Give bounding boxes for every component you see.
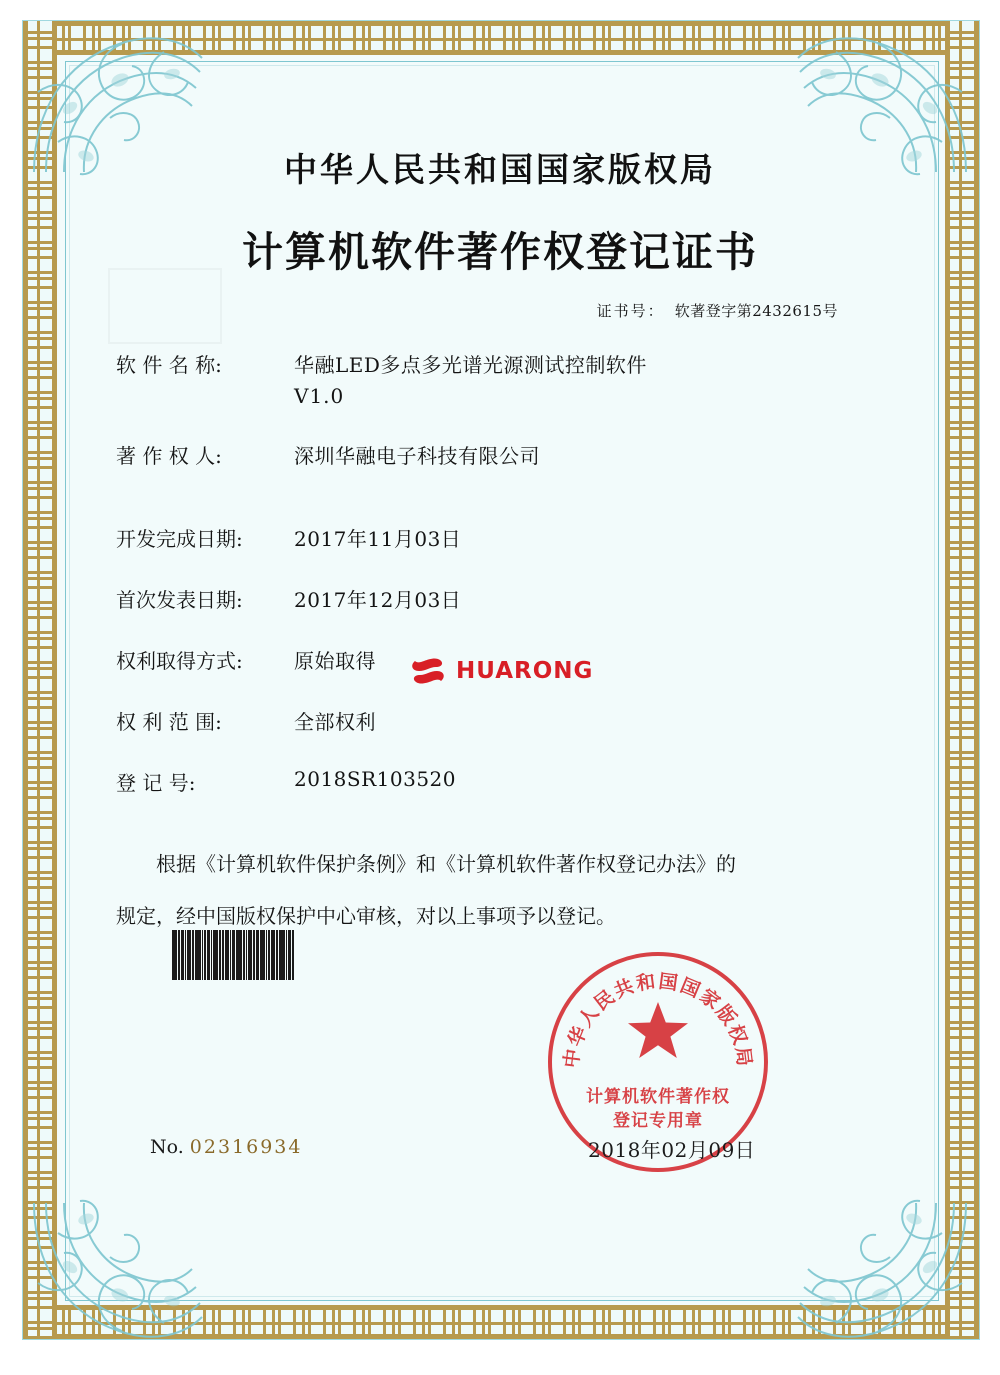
field-label: 著 作 权 人: (116, 444, 222, 468)
huarong-mark-icon (408, 654, 448, 688)
serial-number (150, 1136, 303, 1158)
legal-statement (60, 838, 940, 942)
field-label: 开发完成日期: (116, 527, 243, 551)
field-rights-scope (116, 706, 940, 735)
serial-value: 02316934 (189, 1136, 303, 1158)
statement-text: 根据《计算机软件保护条例》和《计算机软件著作权登记办法》的 (156, 852, 736, 876)
spacer (116, 471, 940, 523)
field-copyright-owner (116, 440, 940, 469)
field-label: 权 利 范 围: (116, 710, 222, 734)
field-value (294, 349, 940, 408)
field-list (60, 349, 940, 796)
issue-date: 2018年02月09日 (588, 1138, 756, 1162)
issuer-title: 中华人民共和国国家版权局 (284, 150, 716, 189)
field-first-publish-date (116, 584, 940, 613)
field-label: 登 记 号: (116, 771, 196, 795)
field-value: 全部权利 (294, 710, 376, 734)
field-value: 深圳华融电子科技有限公司 (294, 444, 540, 468)
certificate-number-label: 证书号： (596, 302, 665, 320)
svg-text:中华人民共和国国家版权局: 中华人民共和国国家版权局 (560, 970, 756, 1070)
field-software-name (116, 349, 940, 408)
field-value: 2018SR103520 (294, 767, 457, 791)
huarong-logo (408, 654, 593, 688)
border-band-left (23, 21, 57, 1339)
software-version-value: V1.0 (294, 384, 345, 408)
field-development-date (116, 523, 940, 552)
certificate-number-value: 软著登字第2432615号 (674, 302, 838, 320)
page-title: 计算机软件著作权登记证书 (242, 228, 758, 276)
seal-line-2: 登记专用章 (613, 1111, 703, 1131)
border-band-bottom (23, 1305, 979, 1339)
field-value: 原始取得 (294, 649, 376, 673)
barcode (172, 930, 300, 980)
star-icon (627, 1000, 689, 1060)
field-label: 软 件 名 称: (116, 353, 222, 377)
statement-line-2: 规定，经中国版权保护中心审核，对以上事项予以登记。 (116, 904, 616, 928)
statement-line-1 (116, 838, 900, 890)
field-value: 2017年11月03日 (294, 527, 462, 551)
certificate-number (60, 300, 940, 321)
border-band-top (23, 21, 979, 55)
huarong-logo-text: HUARONG (456, 658, 594, 684)
software-name-value: 华融LED多点多光谱光源测试控制软件 (294, 353, 647, 377)
field-registration-number (116, 767, 940, 796)
field-label: 首次发表日期: (116, 588, 243, 612)
field-value: 2017年12月03日 (294, 588, 462, 612)
border-band-right (945, 21, 979, 1339)
serial-label: No. (150, 1136, 184, 1158)
field-label: 权利取得方式: (116, 649, 243, 673)
seal-line-1: 计算机软件著作权 (586, 1087, 730, 1107)
